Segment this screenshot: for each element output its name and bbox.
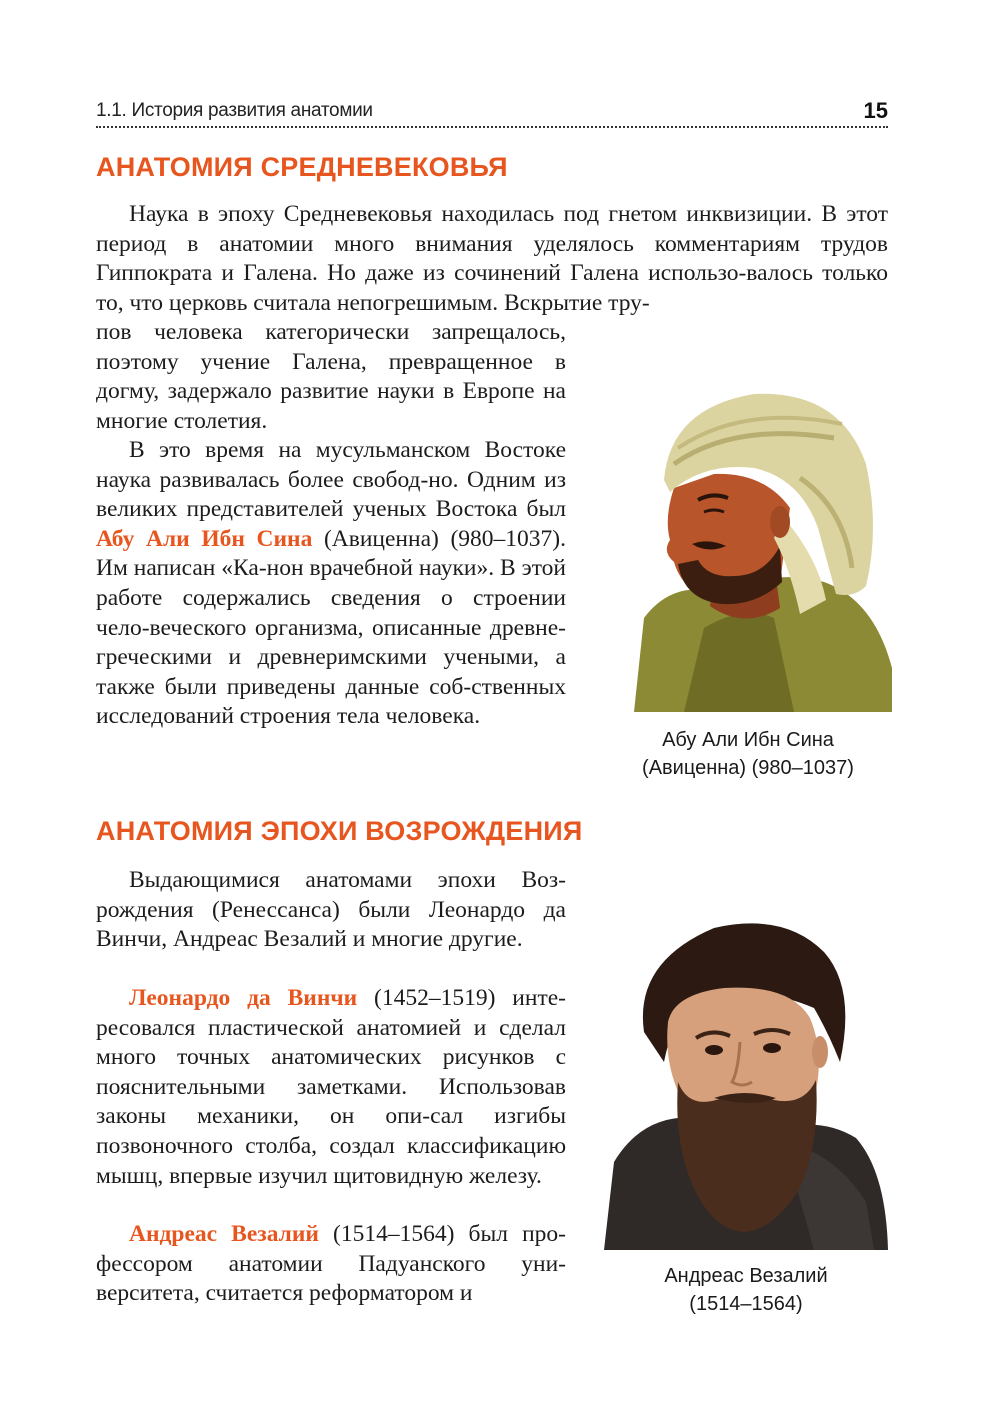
paragraph-avicenna-lead: В это время на мусульманском Востоке наука развивалась более свобод-но. Одним из великих представителей ученых Востока был — [96, 437, 566, 523]
running-header — [96, 98, 888, 128]
caption-vesalius — [604, 1262, 888, 1318]
portrait-vesalius-icon — [604, 912, 888, 1250]
paragraph-avicenna-rest: (Авиценна) (980–1037). Им написан «Ка-нон врачебной науки». В этой работе содержались сведения о строении чело-веческого организма, описанные древне-греческими и древнеримскими учеными, а также были приведены данные соб-ственных исследований строения тела человека. — [96, 525, 566, 730]
paragraph-renaissance-intro: Выдающимися анатомами эпохи Воз-рождения (Ренессанса) были Леонардо да Винчи, Андреас Везалий и многие другие. — [96, 867, 566, 953]
paragraph-leonardo — [96, 984, 566, 1191]
paragraph-vesalius — [96, 1220, 566, 1309]
highlight-vesalius-name: Андреас Везалий — [129, 1221, 319, 1247]
paragraph-vesalius-rest: (1514–1564) был про-фессором анатомии Падуанского уни-верситета, считается реформатором и — [96, 1221, 566, 1307]
paragraph-leonardo-rest: (1452–1519) инте-ресовался пластической анатомией и сделал много точных анатомических рисунков с пояснительными заметками. Использовав законы механики, он опи-сал изгибы позвоночного столба, создал классификацию мышц, впервые изучил щитовидную железу. — [96, 985, 566, 1189]
page-number: 15 — [863, 98, 888, 123]
section-heading-renaissance: АНАТОМИЯ ЭПОХИ ВОЗРОЖДЕНИЯ — [96, 816, 583, 846]
paragraph-middle-ages-intro: Наука в эпоху Средневековья находилась под гнетом инквизиции. В этот период в анатомии много внимания уделялось комментариям трудов Гиппократа и Галена. Но даже из сочинений Галена использо-валось только то, что церковь считала непогрешимым. Вскрытие тру- — [96, 201, 888, 316]
highlight-leonardo-name: Леонардо да Винчи — [129, 985, 358, 1011]
highlight-avicenna-name: Абу Али Ибн Сина — [96, 525, 313, 552]
running-title: 1.1. История развития анатомии — [96, 100, 373, 121]
caption-avicenna-dates: (Авиценна) (980–1037) — [642, 757, 854, 779]
caption-avicenna — [604, 726, 892, 782]
paragraph-avicenna — [96, 436, 566, 732]
caption-avicenna-name: Абу Али Ибн Сина — [662, 729, 834, 751]
portrait-avicenna-icon — [604, 368, 892, 712]
paragraph-middle-ages-continued: пов человека категорически запрещалось, поэтому учение Галена, превращенное в догму, задержало развитие науки в Европе на многие столетия. — [96, 319, 566, 434]
caption-vesalius-name: Андреас Везалий — [664, 1265, 828, 1287]
section-heading-middle-ages: АНАТОМИЯ СРЕДНЕВЕКОВЬЯ — [96, 152, 508, 182]
caption-vesalius-dates: (1514–1564) — [689, 1293, 803, 1315]
